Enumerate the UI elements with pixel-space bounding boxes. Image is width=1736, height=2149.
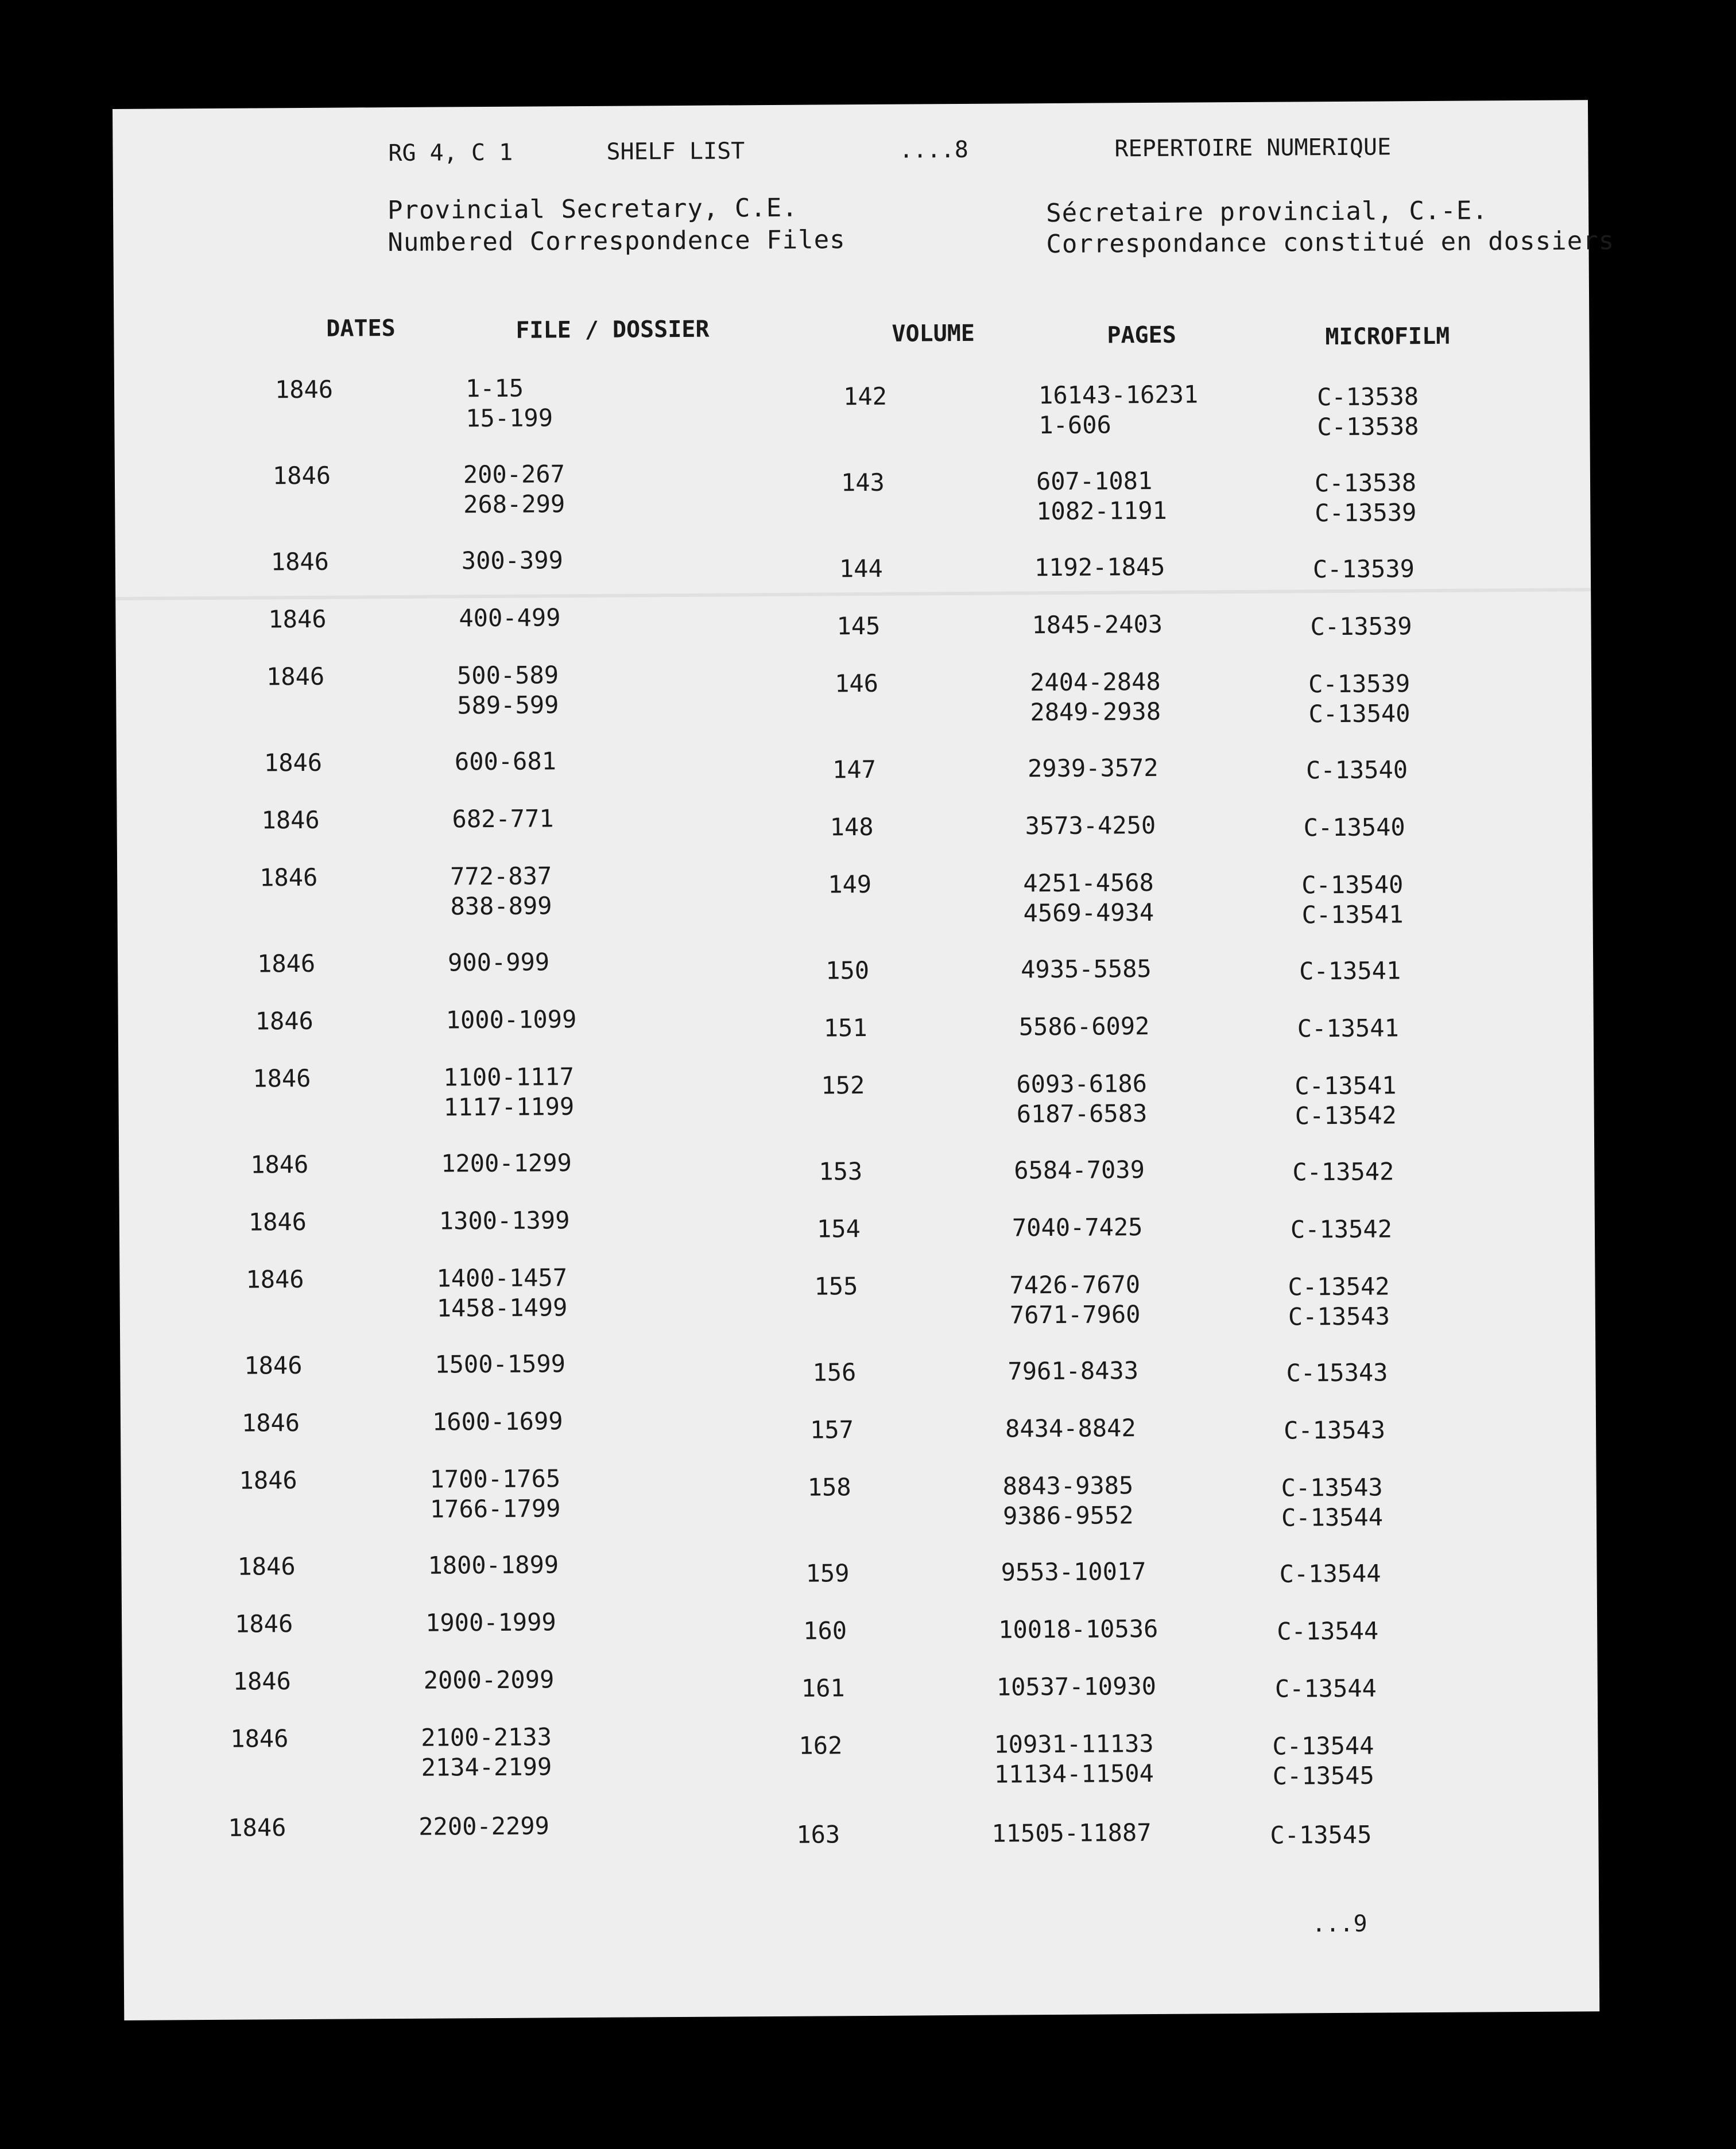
table-row <box>115 456 1591 528</box>
date-cell: 1846 <box>239 1466 297 1495</box>
microfilm-cell: C-13541 <box>1295 1071 1397 1100</box>
file-range-cell: 15-199 <box>466 404 553 433</box>
volume-cell: 149 <box>828 870 872 899</box>
date-cell: 1846 <box>241 1409 300 1437</box>
file-range-cell: 1700-1765 <box>429 1464 561 1494</box>
pages-cell: 8434-8842 <box>1005 1414 1136 1443</box>
table-row <box>121 1460 1596 1533</box>
microfilm-cell: C-13540 <box>1303 813 1405 842</box>
microfilm-cell: C-13541 <box>1299 956 1401 986</box>
title-fr-line2: Correspondance constitué en dossiers <box>1046 226 1615 259</box>
file-range-cell: 682-771 <box>452 804 554 833</box>
file-range-cell: 2134-2199 <box>421 1752 552 1782</box>
microfilm-cell: C-13539 <box>1308 669 1410 699</box>
date-cell: 1846 <box>253 1064 311 1093</box>
microfilm-cell: C-13544 <box>1281 1503 1384 1532</box>
pages-cell: 10931-11133 <box>994 1729 1154 1759</box>
column-header-file: FILE / DOSSIER <box>516 316 710 344</box>
pages-cell: 7040-7425 <box>1012 1213 1143 1242</box>
microfilm-cell: C-13539 <box>1312 554 1415 584</box>
pages-cell: 9553-10017 <box>1001 1557 1146 1586</box>
column-header-dates: DATES <box>326 315 396 342</box>
date-cell: 1846 <box>268 604 327 634</box>
pages-cell: 10018-10536 <box>998 1614 1158 1644</box>
microfilm-cell: C-15343 <box>1286 1358 1388 1387</box>
microfilm-cell: C-13542 <box>1288 1272 1390 1301</box>
file-range-cell: 300-399 <box>461 546 563 575</box>
file-range-cell: 1458-1499 <box>436 1293 568 1322</box>
microfilm-cell: C-13541 <box>1301 900 1404 929</box>
pages-cell: 10537-10930 <box>996 1671 1157 1701</box>
volume-cell: 154 <box>816 1215 861 1243</box>
microfilm-cell: C-13539 <box>1315 498 1417 527</box>
table-row <box>123 1807 1599 1880</box>
pages-cell: 6187-6583 <box>1016 1099 1148 1128</box>
table-row <box>118 1058 1594 1131</box>
pages-cell: 3573-4250 <box>1025 810 1156 840</box>
microfilm-cell: C-13540 <box>1308 699 1410 728</box>
file-range-cell: 1400-1457 <box>436 1263 568 1293</box>
file-range-cell: 838-899 <box>450 891 552 921</box>
pages-cell: 2849-2938 <box>1030 697 1161 727</box>
volume-cell: 144 <box>839 554 883 583</box>
volume-cell: 150 <box>826 956 870 985</box>
date-cell: 1846 <box>257 949 316 978</box>
volume-cell: 151 <box>823 1013 867 1042</box>
file-range-cell: 1100-1117 <box>443 1062 575 1092</box>
pages-cell: 7426-7670 <box>1009 1270 1141 1300</box>
microfilm-cell: C-13544 <box>1274 1674 1377 1703</box>
volume-cell: 148 <box>830 812 874 841</box>
reference-code: RG 4, C 1 <box>388 139 513 167</box>
table-row <box>119 1259 1595 1332</box>
file-range-cell: 900-999 <box>447 948 550 977</box>
file-range-cell: 1500-1599 <box>435 1349 566 1379</box>
pages-cell: 6584-7039 <box>1014 1155 1145 1185</box>
file-range-cell: 1200-1299 <box>441 1149 572 1178</box>
file-range-cell: 2200-2299 <box>418 1811 550 1841</box>
pages-cell: 1-606 <box>1038 410 1111 440</box>
file-range-cell: 2000-2099 <box>423 1665 555 1694</box>
microfilm-cell: C-13540 <box>1301 870 1404 899</box>
date-cell: 1846 <box>244 1351 303 1380</box>
microfilm-cell: C-13538 <box>1314 468 1417 498</box>
microfilm-cell: C-13540 <box>1305 755 1408 785</box>
date-cell: 1846 <box>228 1813 286 1842</box>
volume-cell: 143 <box>840 468 885 497</box>
volume-cell: 163 <box>796 1820 840 1849</box>
file-range-cell: 772-837 <box>450 862 552 891</box>
microfilm-cell: C-13544 <box>1277 1616 1379 1646</box>
file-range-cell: 1117-1199 <box>443 1092 575 1122</box>
document-sheet <box>113 100 1615 2020</box>
pages-cell: 16143-16231 <box>1038 380 1199 410</box>
title-en-line2: Numbered Correspondence Files <box>388 225 846 258</box>
volume-cell: 147 <box>832 755 877 784</box>
pages-cell: 7671-7960 <box>1009 1300 1141 1329</box>
file-range-cell: 1766-1799 <box>429 1494 561 1523</box>
date-cell: 1846 <box>270 547 330 576</box>
microfilm-cell: C-13545 <box>1270 1820 1372 1849</box>
date-cell: 1846 <box>266 662 325 691</box>
pages-cell: 11505-11887 <box>991 1818 1152 1848</box>
date-cell: 1846 <box>248 1207 307 1236</box>
title-fr-line1: Sécretaire provincial, C.-E. <box>1045 196 1489 228</box>
pages-cell: 6093-6186 <box>1016 1069 1148 1099</box>
file-range-cell: 1600-1699 <box>432 1407 563 1436</box>
pages-cell: 11134-11504 <box>994 1759 1154 1789</box>
volume-cell: 146 <box>834 669 879 698</box>
volume-cell: 142 <box>843 382 888 411</box>
date-cell: 1846 <box>259 863 318 892</box>
date-cell: 1846 <box>230 1724 289 1753</box>
pages-cell: 4251-4568 <box>1023 868 1154 898</box>
date-cell: 1846 <box>272 461 331 490</box>
file-range-cell: 400-499 <box>459 603 561 633</box>
volume-cell: 155 <box>814 1272 858 1301</box>
microfilm-cell: C-13538 <box>1317 412 1419 441</box>
pages-cell: 2939-3572 <box>1027 753 1158 783</box>
pages-cell: 607-1081 <box>1036 466 1153 496</box>
pages-cell: 1082-1191 <box>1036 496 1168 526</box>
column-header-volume: VOLUME <box>892 320 975 347</box>
date-cell: 1846 <box>274 375 334 404</box>
pages-cell: 4935-5585 <box>1021 954 1152 984</box>
microfilm-cell: C-13538 <box>1316 382 1419 412</box>
file-range-cell: 1300-1399 <box>439 1206 570 1235</box>
date-cell: 1846 <box>261 805 320 835</box>
microfilm-cell: C-13544 <box>1272 1731 1374 1760</box>
microfilm-cell: C-13542 <box>1292 1157 1394 1186</box>
volume-cell: 152 <box>821 1071 865 1100</box>
file-range-cell: 589-599 <box>457 691 559 720</box>
microfilm-cell: C-13545 <box>1272 1761 1374 1790</box>
pages-cell: 9386-9552 <box>1002 1501 1134 1530</box>
page-number: ....8 <box>899 136 969 164</box>
volume-cell: 158 <box>807 1473 851 1502</box>
file-range-cell: 1800-1899 <box>428 1550 559 1580</box>
table-row <box>116 657 1592 729</box>
pages-cell: 5586-6092 <box>1018 1011 1150 1041</box>
date-cell: 1846 <box>250 1150 309 1179</box>
date-cell: 1846 <box>246 1265 304 1294</box>
file-range-cell: 1000-1099 <box>445 1005 577 1034</box>
volume-cell: 159 <box>805 1559 850 1588</box>
date-cell: 1846 <box>232 1667 292 1696</box>
microfilm-cell: C-13544 <box>1279 1559 1381 1588</box>
repertoire-label: REPERTOIRE NUMERIQUE <box>1114 134 1392 162</box>
column-header-pages: PAGES <box>1107 321 1177 349</box>
table-row <box>117 858 1593 930</box>
date-cell: 1846 <box>237 1552 296 1581</box>
continued-page-marker: ...9 <box>1312 1910 1367 1938</box>
shelf-list-label: SHELF LIST <box>606 138 745 165</box>
pages-cell: 1845-2403 <box>1032 610 1163 639</box>
pages-cell: 8843-9385 <box>1002 1471 1134 1500</box>
file-range-cell: 500-589 <box>456 661 559 690</box>
microfilm-cell: C-13543 <box>1281 1473 1383 1502</box>
file-range-cell: 1-15 <box>465 374 524 403</box>
volume-cell: 162 <box>799 1731 843 1760</box>
microfilm-cell: C-13542 <box>1290 1215 1393 1244</box>
file-range-cell: 200-267 <box>463 460 565 489</box>
volume-cell: 161 <box>801 1674 845 1702</box>
volume-cell: 153 <box>819 1157 863 1186</box>
file-range-cell: 600-681 <box>454 747 557 776</box>
pages-cell: 7961-8433 <box>1008 1356 1139 1386</box>
volume-cell: 156 <box>812 1358 857 1387</box>
date-cell: 1846 <box>264 748 323 777</box>
file-range-cell: 268-299 <box>463 490 565 519</box>
microfilm-cell: C-13539 <box>1310 612 1412 641</box>
file-range-cell: 2100-2133 <box>421 1723 552 1752</box>
microfilm-cell: C-13541 <box>1297 1014 1399 1043</box>
date-cell: 1846 <box>234 1609 293 1638</box>
table-row <box>114 370 1590 442</box>
pages-cell: 1192-1845 <box>1034 552 1165 582</box>
file-range-cell: 1900-1999 <box>425 1608 556 1637</box>
volume-cell: 145 <box>836 611 881 641</box>
pages-cell: 4569-4934 <box>1023 898 1154 928</box>
column-header-microfilm: MICROFILM <box>1325 323 1450 351</box>
volume-cell: 157 <box>809 1415 854 1444</box>
microfilm-cell: C-13543 <box>1288 1302 1390 1331</box>
microfilm-cell: C-13543 <box>1283 1415 1386 1445</box>
date-cell: 1846 <box>255 1006 314 1035</box>
title-en-line1: Provincial Secretary, C.E. <box>387 193 798 226</box>
volume-cell: 160 <box>803 1616 847 1645</box>
table-row <box>122 1719 1598 1791</box>
pages-cell: 2404-2848 <box>1029 667 1161 697</box>
microfilm-cell: C-13542 <box>1295 1101 1397 1130</box>
